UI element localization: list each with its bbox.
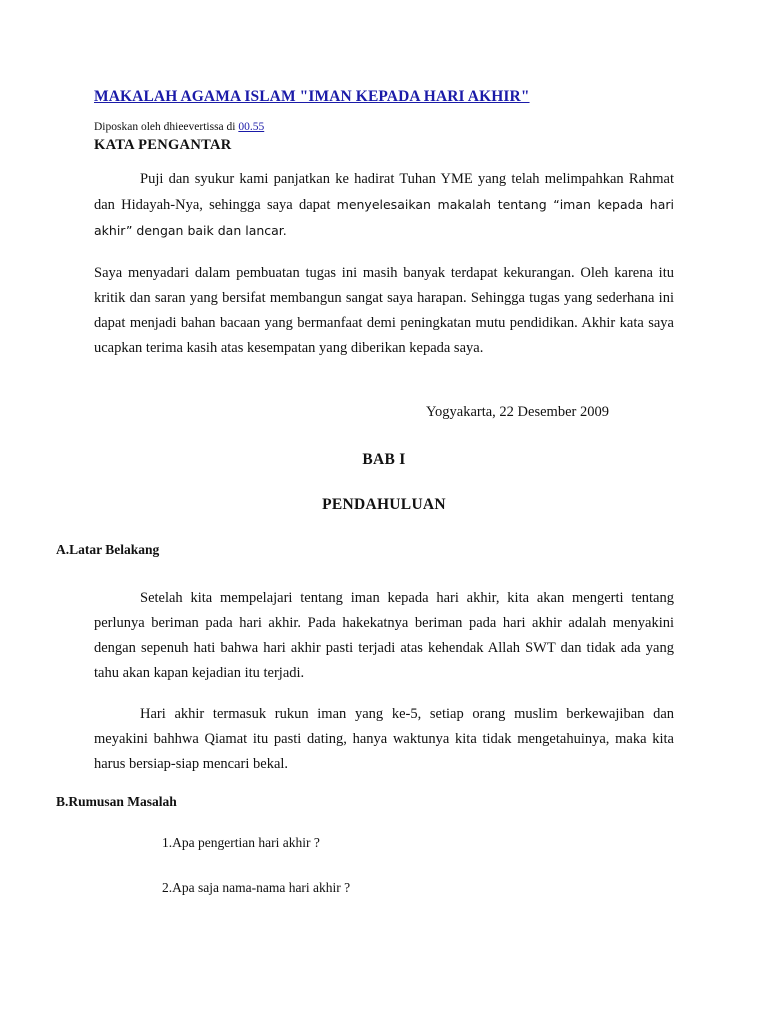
kata-pengantar-paragraph-2: Saya menyadari dalam pembuatan tugas ini masih banyak terdapat kekurangan. Oleh karena itu kritik dan saran yang bersifat membangun sangat saya harapan. Sehingga tugas yang sederhana ini dapat menjadi bahan bacaan yang bermanfaat demi peningkatan mutu pendidikan. Akhir kata saya ucapkan terima kasih atas kesempatan yang diberikan kepada saya. bbox=[94, 265, 674, 356]
latar-belakang-paragraph-2: Hari akhir termasuk rukun iman yang ke-5, setiap orang muslim berkewajiban dan meyakini bahhwa Qiamat itu pasti dating, hanya waktunya kita tidak mengetahuinya, maka kita harus bersiap-siap mencari bekal. bbox=[94, 706, 674, 772]
post-title-link[interactable]: MAKALAH AGAMA ISLAM "IMAN KEPADA HARI AKHIR" bbox=[94, 88, 530, 105]
latar-belakang-heading: A.Latar Belakang bbox=[56, 542, 160, 557]
rumusan-masalah-item-2: 2.Apa saja nama-nama hari akhir ? bbox=[162, 880, 351, 895]
bab-title-heading: PENDAHULUAN bbox=[322, 496, 446, 513]
post-time-link[interactable]: 00.55 bbox=[238, 121, 265, 133]
paragraph-1-tail: menyelesaikan makalah tentang “iman kepada hari akhir” dengan baik dan lancar. bbox=[94, 197, 674, 238]
post-meta bbox=[94, 121, 264, 133]
posted-by-text: Diposkan oleh dhieevertissa di bbox=[94, 121, 239, 133]
kata-pengantar-heading: KATA PENGANTAR bbox=[94, 137, 232, 153]
kata-pengantar-paragraph-1 bbox=[94, 167, 674, 244]
bab-number-heading: BAB I bbox=[362, 451, 406, 468]
paragraph-1-main: Puji dan syukur kami panjatkan ke hadirat Tuhan YME yang telah melimpahkan Rahmat dan Hidayah-Nya, sehingga saya dapat bbox=[94, 171, 674, 213]
latar-belakang-paragraph-1: Setelah kita mempelajari tentang iman kepada hari akhir, kita akan mengerti tentang perlunya beriman pada hari akhir. Pada hakekatnya beriman pada hari akhir adalah menyakini dengan sepenuh hati bahwa hari akhir pasti terjadi atas kehendak Allah SWT dan tidak ada yang tahu akan kapan kejadian itu terjadi. bbox=[94, 590, 674, 681]
rumusan-masalah-item-1: 1.Apa pengertian hari akhir ? bbox=[162, 835, 320, 850]
signature-place-date: Yogyakarta, 22 Desember 2009 bbox=[426, 404, 609, 420]
rumusan-masalah-heading: B.Rumusan Masalah bbox=[56, 794, 177, 809]
